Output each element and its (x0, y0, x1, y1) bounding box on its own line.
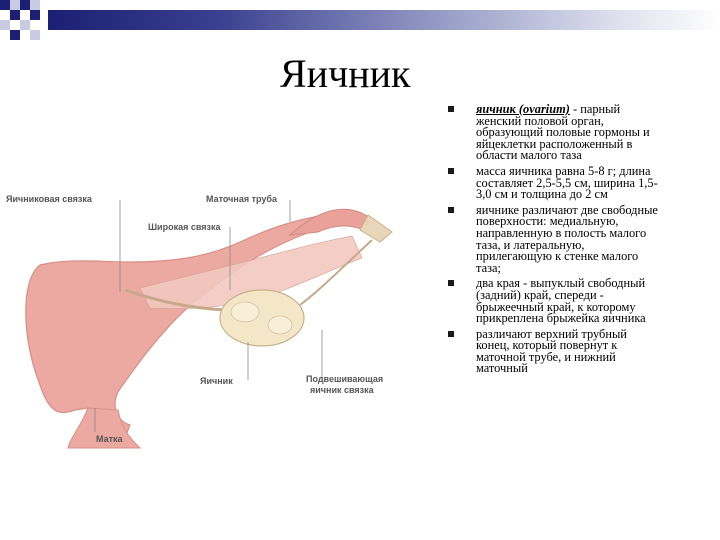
decor-square (20, 20, 30, 30)
bullet-text-line: маточный (476, 361, 528, 376)
follicle-shape (231, 302, 259, 322)
bullet-text-line: таза, и латеральную, (476, 237, 585, 252)
bullet-text-line: области малого таза (476, 148, 582, 163)
bullet-text-line: женский половой орган, (476, 113, 604, 128)
bullet-text-line: (задний) край, спереди - (476, 287, 604, 302)
bullet-text-line: - парный (569, 102, 621, 116)
uterus-illustration (0, 170, 440, 460)
bullet-list (448, 104, 716, 379)
bullet-text-line: 3,0 см и толщина до 2 см (476, 187, 608, 202)
bullet-square-icon (448, 168, 454, 174)
bullet-text-line: направленную в полость малого (476, 225, 647, 240)
slide-title: Яичник (280, 51, 411, 96)
label-suspensory-ligament-line2: яичник связка (310, 385, 374, 395)
bullet-text-line: составляет 2,5-5,5 см, ширина 1,5- (476, 175, 658, 190)
ovary-shape (220, 290, 304, 346)
bullet-text-line: два края - выпуклый свободный (476, 276, 646, 291)
bullet-item (448, 202, 716, 275)
top-gradient-band (48, 10, 720, 30)
bullet-term: яичник (ovarium) (476, 102, 570, 116)
decor-square (30, 30, 40, 40)
bullet-item (448, 278, 716, 324)
bullet-text-line: таза; (476, 260, 501, 275)
bullet-item (448, 163, 716, 202)
bullet-text-line: прикреплена брыжейка яичника (476, 311, 646, 326)
bullet-text-line: поверхности: медиальную, (476, 214, 619, 229)
label-ovary: Яичник (200, 376, 233, 386)
bullet-square-icon (448, 280, 454, 286)
bullet-text-line: яйцеклетки расположенный в (476, 136, 633, 151)
decor-square (30, 10, 40, 20)
bullet-text-line: масса яичника равна 5-8 г; длина (476, 163, 651, 178)
decor-square (0, 20, 10, 30)
bullet-item (448, 326, 716, 376)
bullet-text-line: конец, который повернут к (476, 338, 618, 353)
top-decor-bar (0, 0, 720, 40)
label-uterus: Матка (96, 434, 123, 444)
bullet-text-line: яичнике различают две свободные (476, 202, 658, 217)
decor-square (30, 0, 40, 10)
bullet-text-line: образующий половые гормоны и (476, 125, 650, 140)
ovary-diagram (0, 170, 440, 460)
label-fallopian-tube: Маточная труба (206, 194, 277, 204)
decor-square (10, 30, 20, 40)
bullet-text-line: различают верхний трубный (476, 326, 627, 341)
decor-square (20, 0, 30, 10)
label-ovarian-ligament: Яичниковая связка (6, 194, 92, 204)
bullet-item (448, 104, 716, 162)
bullet-text-line: брыжеечный край, к которому (476, 299, 636, 314)
decor-square (10, 0, 20, 10)
decor-square (0, 0, 10, 10)
bullet-square-icon (448, 106, 454, 112)
follicle-shape (268, 316, 292, 334)
label-broad-ligament: Широкая связка (148, 222, 221, 232)
decor-square (10, 10, 20, 20)
bullet-text-line: прилегающую к стенке малого (476, 249, 639, 264)
label-suspensory-ligament-line1: Подвешивающая (306, 374, 384, 384)
bullet-text-line: маточной трубе, и нижний (476, 349, 616, 364)
bullet-square-icon (448, 331, 454, 337)
bullet-square-icon (448, 207, 454, 213)
